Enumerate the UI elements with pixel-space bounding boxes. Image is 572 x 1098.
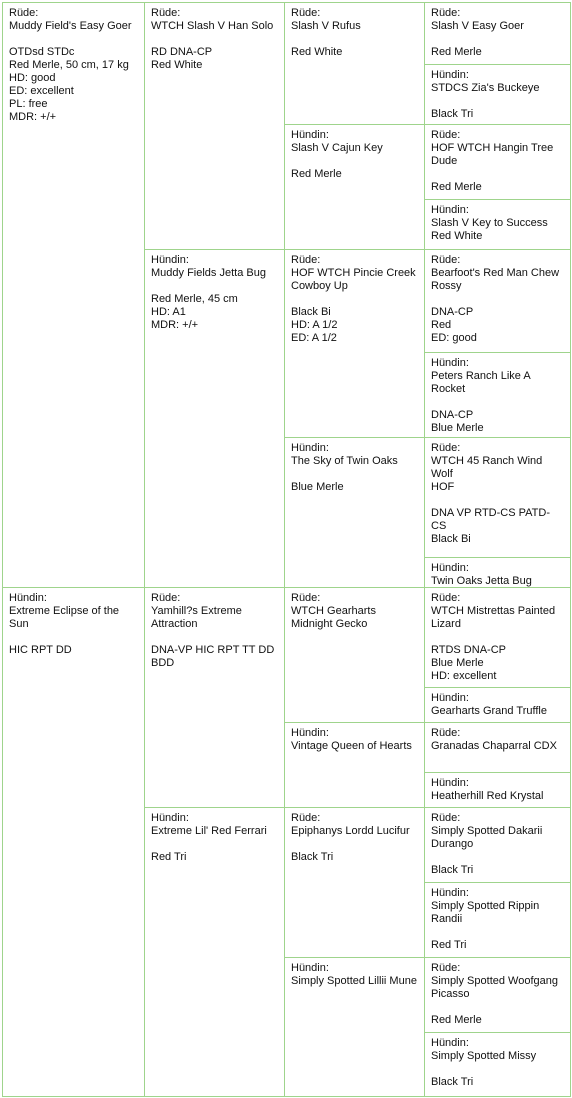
dog-name: Simply Spotted Lillii Mune xyxy=(291,975,417,987)
sex-label: Rüde: xyxy=(151,592,181,604)
pedigree-table xyxy=(2,2,570,1096)
dog-name: Peters Ranch Like A Rocket xyxy=(431,370,531,395)
spacer xyxy=(431,631,565,644)
great-grandparent-cell xyxy=(284,587,425,723)
sex-label: Hündin: xyxy=(431,1037,469,1049)
dog-name: Heatherhill Red Krystal xyxy=(431,790,544,802)
dog-name: Gearharts Grand Truffle xyxy=(431,705,547,717)
great-great-grandparent-cell xyxy=(424,124,571,200)
great-great-grandparent-cell xyxy=(424,882,571,958)
dog-name: STDCS Zia's Buckeye xyxy=(431,82,540,94)
dog-detail: Blue Merle xyxy=(431,657,484,669)
dog-name: Extreme Eclipse of the Sun xyxy=(9,605,120,630)
spacer xyxy=(291,468,419,481)
dog-name: HOF WTCH Pincie Creek Cowboy Up xyxy=(291,267,416,292)
sex-label: Rüde: xyxy=(291,592,321,604)
great-great-grandparent-cell xyxy=(424,64,571,125)
dog-detail: Red Tri xyxy=(151,851,187,863)
great-great-grandparent-cell xyxy=(424,2,571,65)
dog-detail: DNA-CP xyxy=(431,409,474,421)
great-great-grandparent-cell xyxy=(424,199,571,250)
dog-name: Epiphanys Lordd Lucifur xyxy=(291,825,410,837)
dog-detail: Black Tri xyxy=(431,864,474,876)
dog-detail: Red Merle, 45 cm xyxy=(151,293,238,305)
dog-detail: HD: good xyxy=(9,72,56,84)
sex-label: Rüde: xyxy=(431,727,461,739)
dog-name: Simply Spotted Missy xyxy=(431,1050,537,1062)
dog-detail: PL: free xyxy=(9,98,48,110)
sex-label: Hündin: xyxy=(431,692,469,704)
dog-detail: Black Bi xyxy=(431,533,471,545)
spacer xyxy=(151,838,279,851)
dog-name: Muddy Fields Jetta Bug xyxy=(151,267,266,279)
sex-label: Hündin: xyxy=(431,887,469,899)
sex-label: Hündin: xyxy=(151,254,189,266)
dog-detail: Red Tri xyxy=(431,939,467,951)
sex-label: Rüde: xyxy=(431,592,461,604)
dog-name: WTCH Slash V Han Solo xyxy=(151,20,274,32)
sex-label: Rüde: xyxy=(431,7,461,19)
dog-detail: Red Merle xyxy=(431,181,482,193)
spacer xyxy=(431,168,565,181)
sex-label: Rüde: xyxy=(431,442,461,454)
dog-name: WTCH Gearharts Midnight Gecko xyxy=(291,605,376,630)
great-great-grandparent-cell xyxy=(424,687,571,723)
sex-label: Hündin: xyxy=(431,562,469,574)
sex-label: Rüde: xyxy=(291,812,321,824)
spacer xyxy=(431,293,565,306)
dog-detail: MDR: +/+ xyxy=(151,319,199,331)
sex-label: Rüde: xyxy=(431,254,461,266)
dog-name: HOF WTCH Hangin Tree Dude xyxy=(431,142,554,167)
dog-detail: Red Merle xyxy=(291,168,342,180)
dog-name: Yamhill?s Extreme Attraction xyxy=(151,605,242,630)
sex-label: Hündin: xyxy=(291,962,329,974)
grandparent-cell xyxy=(144,249,285,588)
great-great-grandparent-cell xyxy=(424,772,571,808)
spacer xyxy=(431,851,565,864)
sex-label: Hündin: xyxy=(151,812,189,824)
great-grandparent-cell xyxy=(284,124,425,250)
dog-detail: Black Tri xyxy=(431,108,474,120)
dog-name: Vintage Queen of Hearts xyxy=(291,740,412,752)
spacer xyxy=(9,33,139,46)
sex-label: Hündin: xyxy=(431,69,469,81)
sex-label: Hündin: xyxy=(431,204,469,216)
great-great-grandparent-cell xyxy=(424,557,571,588)
sex-label: Hündin: xyxy=(431,357,469,369)
great-grandparent-cell xyxy=(284,249,425,438)
sex-label: Rüde: xyxy=(431,129,461,141)
sex-label: Hündin: xyxy=(291,129,329,141)
spacer xyxy=(9,631,139,644)
dog-detail: HD: A1 xyxy=(151,306,186,318)
dog-detail: RD DNA-CP xyxy=(151,46,213,58)
spacer xyxy=(431,33,565,46)
spacer xyxy=(431,1063,565,1076)
sex-label: Rüde: xyxy=(291,254,321,266)
dog-detail: Black Tri xyxy=(291,851,334,863)
parent-cell xyxy=(2,587,145,1097)
dog-detail: Red xyxy=(431,319,452,331)
dog-detail: Blue Merle xyxy=(431,422,484,434)
dog-detail: HD: excellent xyxy=(431,670,497,682)
sex-label: Rüde: xyxy=(291,7,321,19)
dog-detail: Blue Merle xyxy=(291,481,344,493)
dog-name: Slash V Easy Goer xyxy=(431,20,524,32)
great-grandparent-cell xyxy=(284,722,425,808)
dog-detail: ED: good xyxy=(431,332,477,344)
dog-name: Slash V Cajun Key xyxy=(291,142,383,154)
spacer xyxy=(431,926,565,939)
dog-title: Red White xyxy=(431,230,483,242)
great-grandparent-cell xyxy=(284,957,425,1097)
spacer xyxy=(291,293,419,306)
great-great-grandparent-cell xyxy=(424,437,571,558)
great-great-grandparent-cell xyxy=(424,249,571,353)
dog-detail: DNA VP RTD-CS PATD-CS xyxy=(431,507,550,532)
spacer xyxy=(431,95,565,108)
dog-name: The Sky of Twin Oaks xyxy=(291,455,398,467)
dog-detail: Red White xyxy=(291,46,343,58)
spacer xyxy=(151,33,279,46)
sex-label: Hündin: xyxy=(9,592,47,604)
dog-name: Extreme Lil' Red Ferrari xyxy=(151,825,267,837)
spacer xyxy=(431,1001,565,1014)
dog-detail: OTDsd STDc xyxy=(9,46,75,58)
dog-detail: ED: excellent xyxy=(9,85,74,97)
great-grandparent-cell xyxy=(284,807,425,958)
sex-label: Hündin: xyxy=(291,727,329,739)
dog-detail: MDR: +/+ xyxy=(9,111,57,123)
dog-name: WTCH Mistrettas Painted Lizard xyxy=(431,605,556,630)
dog-detail: DNA-CP xyxy=(431,306,474,318)
dog-detail: Red White xyxy=(151,59,203,71)
dog-name: Slash V Rufus xyxy=(291,20,361,32)
dog-detail: Red Merle xyxy=(431,46,482,58)
grandparent-cell xyxy=(144,807,285,1097)
sex-label: Rüde: xyxy=(9,7,39,19)
great-grandparent-cell xyxy=(284,2,425,125)
dog-detail: Black Bi xyxy=(291,306,331,318)
sex-label: Hündin: xyxy=(431,777,469,789)
spacer xyxy=(291,33,419,46)
grandparent-cell xyxy=(144,2,285,250)
spacer xyxy=(151,280,279,293)
spacer xyxy=(151,631,279,644)
dog-detail: Red Merle xyxy=(431,1014,482,1026)
dog-name: Simply Spotted Dakarii Durango xyxy=(431,825,543,850)
dog-title: HOF xyxy=(431,481,455,493)
dog-detail: HD: A 1/2 xyxy=(291,319,338,331)
dog-name: WTCH 45 Ranch Wind Wolf xyxy=(431,455,543,480)
dog-name: Simply Spotted Woofgang Picasso xyxy=(431,975,558,1000)
dog-detail: Black Tri xyxy=(431,1076,474,1088)
sex-label: Rüde: xyxy=(431,962,461,974)
dog-detail: HIC RPT DD xyxy=(9,644,72,656)
dog-name: Muddy Field's Easy Goer xyxy=(9,20,132,32)
parent-cell xyxy=(2,2,145,588)
grandparent-cell xyxy=(144,587,285,808)
spacer xyxy=(431,396,565,409)
dog-name: Slash V Key to Success xyxy=(431,217,548,229)
dog-detail: RTDS DNA-CP xyxy=(431,644,506,656)
sex-label: Hündin: xyxy=(291,442,329,454)
spacer xyxy=(291,838,419,851)
spacer xyxy=(431,494,565,507)
sex-label: Rüde: xyxy=(431,812,461,824)
great-great-grandparent-cell xyxy=(424,807,571,883)
great-great-grandparent-cell xyxy=(424,352,571,438)
spacer xyxy=(291,155,419,168)
great-great-grandparent-cell xyxy=(424,722,571,773)
great-great-grandparent-cell xyxy=(424,1032,571,1097)
great-grandparent-cell xyxy=(284,437,425,588)
dog-detail: ED: A 1/2 xyxy=(291,332,337,344)
dog-name: Granadas Chaparral CDX xyxy=(431,740,557,752)
dog-detail: DNA-VP HIC RPT TT DD BDD xyxy=(151,644,275,669)
dog-detail: Red Merle, 50 cm, 17 kg xyxy=(9,59,129,71)
great-great-grandparent-cell xyxy=(424,587,571,688)
sex-label: Rüde: xyxy=(151,7,181,19)
dog-name: Simply Spotted Rippin Randii xyxy=(431,900,540,925)
great-great-grandparent-cell xyxy=(424,957,571,1033)
dog-name: Bearfoot's Red Man Chew Rossy xyxy=(431,267,560,292)
dog-name: Twin Oaks Jetta Bug xyxy=(431,575,532,587)
